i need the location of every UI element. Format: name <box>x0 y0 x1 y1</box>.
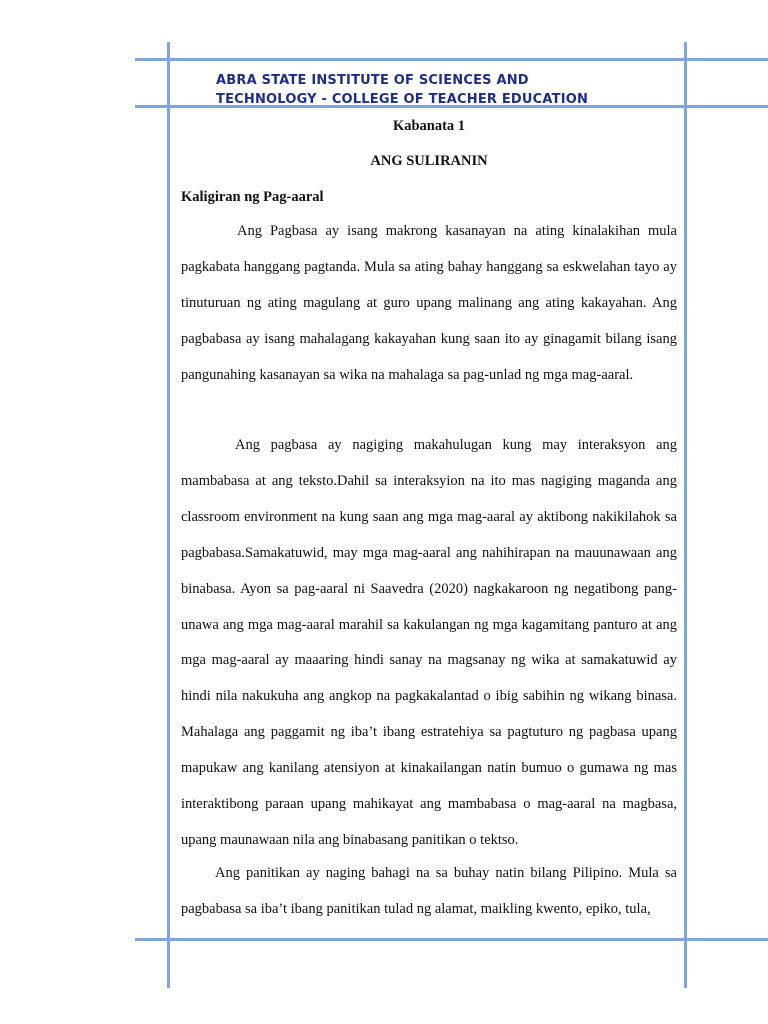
paragraph-1: Ang Pagbasa ay isang makrong kasanayan na ating kinalakihan mula pagkabata hanggang pagtanda. Mula sa ating bahay hanggang sa eskwelahan tayo ay tinuturuan ng ating magulang at guro upang malinang ang ating kakayahan. Ang pagbabasa ay isang mahalagang kakayahan kung saan ito ay ginagamit bilang isang pangunahing kasanayan sa wika na mahalaga sa pag-unlad ng mga mag-aaral. <box>181 223 677 383</box>
right-border-line <box>684 42 687 988</box>
paragraph-2: Ang pagbasa ay nagiging makahulugan kung may interaksyon ang mambabasa at ang teksto.Dahil sa interaksyion na ito mas nagiging maganda ang classroom environment na kung saan ang mga mag-aaral ay aktibong nakikilahok sa pagbabasa.Samakatuwid, may mga mag-aaral ang nahihirapan na mauunawaan ang binabasa. Ayon sa pag-aaral ni Saavedra (2020) nagkakaroon ng negatibong pang-unawa ang mga mag-aaral marahil sa kakulangan ng mga kagamitang panturo at ang mga mag-aaral ay maaaring hindi sanay na magsanay ng wika at samakatuwid ay hindi nila nakukuha ang angkop na pagkakalantad o ibig sabihin ng wikang binasa. Mahalaga ang paggamit ng iba’t ibang estratehiya sa pagtuturo ng pagbasa upang mapukaw ang kanilang atensiyon at kinakailangan natin bumuo o gumawa ng mas interaktibong paraan upang mahikayat ang mambabasa o mag-aaral na magbasa, upang maunawaan nila ang binabasang panitikan o tektso. <box>181 437 677 848</box>
section-heading: Kaligiran ng Pag-aaral <box>181 189 324 205</box>
chapter-label: Kabanata 1 <box>392 118 466 134</box>
paragraph-3: Ang panitikan ay naging bahagi na sa buhay natin bilang Pilipino. Mula sa pagbabasa sa iba’t ibang panitikan tulad ng alamat, maikling kwento, epiko, tula, <box>181 865 677 917</box>
header-line-2: TECHNOLOGY - COLLEGE OF TEACHER EDUCATION <box>216 92 589 107</box>
institution-header <box>216 71 676 109</box>
chapter-title: ANG SULIRANIN <box>370 153 488 169</box>
bottom-border-line <box>135 938 768 941</box>
top-border-line-1 <box>135 58 768 61</box>
header-line-1: ABRA STATE INSTITUTE OF SCIENCES AND <box>216 73 529 88</box>
left-border-line <box>167 42 170 988</box>
